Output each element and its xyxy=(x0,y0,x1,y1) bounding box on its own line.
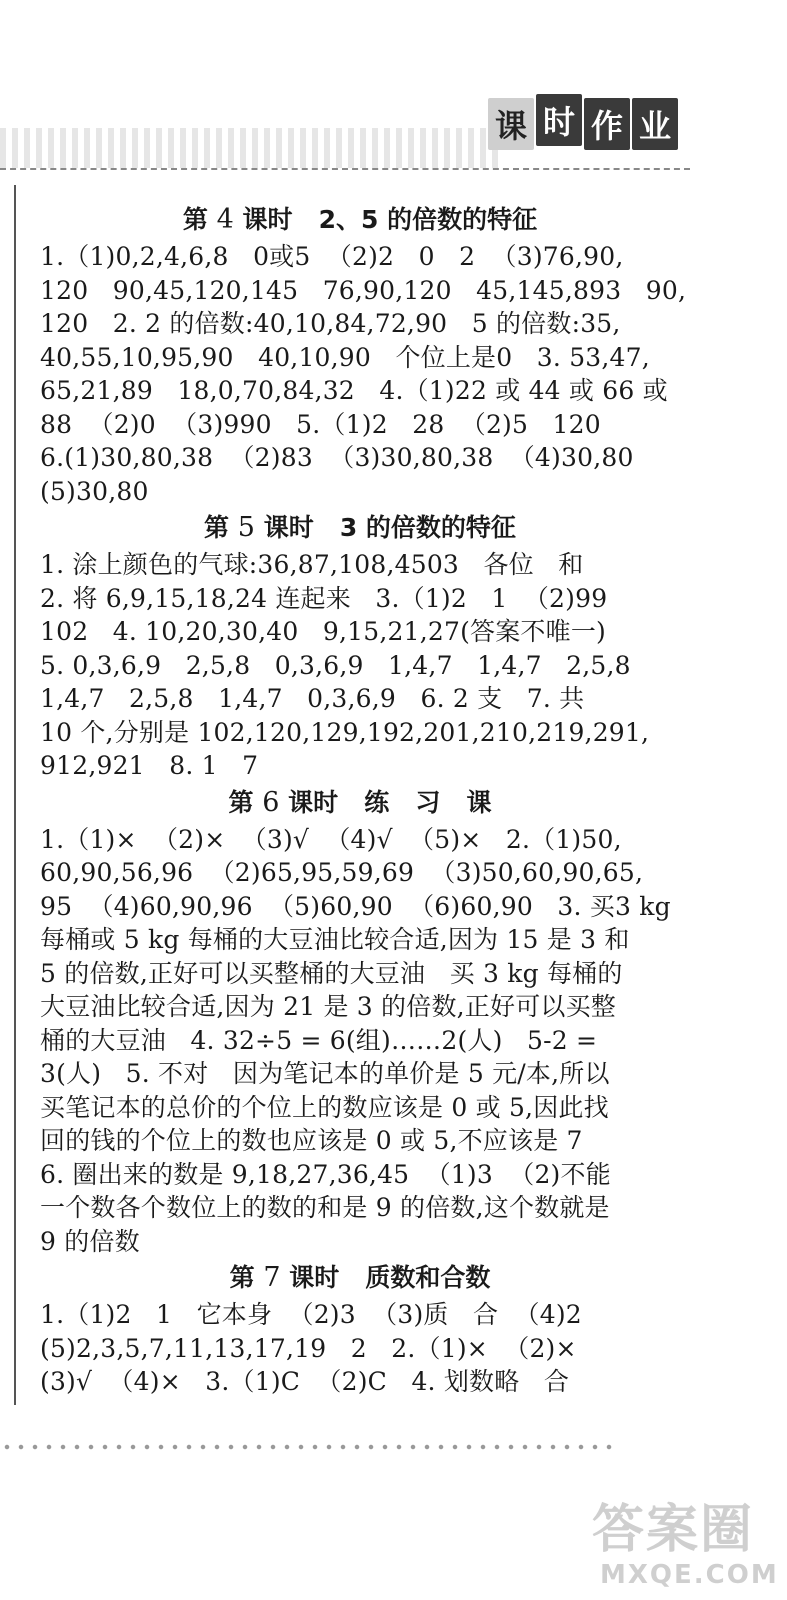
answer-content xyxy=(40,200,687,1399)
title-number: 6 xyxy=(262,786,280,818)
answer-line: 1.（1)× （2)× （3)√ （4)√ （5)× 2.（1)50, xyxy=(40,824,622,854)
watermark-text: 答案圈 xyxy=(592,1500,755,1560)
answer-line: 10 个,分别是 102,120,129,192,201,210,219,291, xyxy=(40,717,650,747)
watermark-url: MXQE.COM xyxy=(600,1560,779,1590)
section-lesson-4 xyxy=(40,200,687,508)
answer-line: (5)30,80 xyxy=(40,476,149,506)
title-lesson: 课时 xyxy=(263,513,314,542)
answer-line: 9 的倍数 xyxy=(40,1226,140,1256)
section-lesson-6 xyxy=(40,783,680,1259)
answer-line: 88 （2)0 （3)990 5.（1)2 28 （2)5 120 xyxy=(40,409,601,439)
section-title xyxy=(40,1258,680,1298)
title-number: 5 xyxy=(237,512,255,543)
header-stripe xyxy=(0,128,500,168)
answer-line: 60,90,56,96 （2)65,95,59,69 （3)50,60,90,65, xyxy=(40,858,644,887)
answer-line: 2. 将 6,9,15,18,24 连起来 3.（1)2 1 （2)99 xyxy=(40,583,608,613)
title-number: 4 xyxy=(216,204,234,235)
title-lesson: 课时 xyxy=(288,787,339,817)
title-topic: 3 的倍数的特征 xyxy=(339,513,516,542)
answer-line: 1,4,7 2,5,8 1,4,7 0,3,6,9 6. 2 支 7. 共 xyxy=(40,684,585,713)
title-lesson: 课时 xyxy=(242,205,293,234)
answer-line: 买笔记本的总价的个位上的数应该是 0 或 5,因此找 xyxy=(40,1092,609,1122)
left-margin-rule xyxy=(14,185,16,1405)
answer-line: 40,55,10,95,90 40,10,90 个位上是0 3. 53,47, xyxy=(40,342,650,372)
header-badge xyxy=(488,98,688,160)
section-title xyxy=(40,508,680,548)
answer-line: 65,21,89 18,0,70,84,32 4.（1)22 或 44 或 66 或 xyxy=(40,376,668,405)
title-prefix: 第 xyxy=(229,1263,255,1292)
section-lesson-5 xyxy=(40,508,680,783)
section-lesson-7 xyxy=(40,1258,680,1399)
answer-line: 桶的大豆油 4. 32÷5 = 6(组)……2(人) 5-2 = xyxy=(40,1025,598,1055)
title-topic: 2、5 的倍数的特征 xyxy=(318,205,538,234)
answer-line: (3)√ （4)× 3.（1)C （2)C 4. 划数略 合 xyxy=(40,1367,570,1396)
answer-line: 3(人) 5. 不对 因为笔记本的单价是 5 元/本,所以 xyxy=(40,1059,610,1088)
footer-dot-border xyxy=(0,1440,620,1454)
section-title xyxy=(40,200,680,240)
answer-line: 大豆油比较合适,因为 21 是 3 的倍数,正好可以买整 xyxy=(40,992,616,1021)
answer-line: 120 2. 2 的倍数:40,10,84,72,90 5 的倍数:35, xyxy=(40,309,621,338)
answer-line: (5)2,3,5,7,11,13,17,19 2 2.（1)× （2)× xyxy=(40,1333,577,1363)
badge-char-1: 课 xyxy=(488,98,534,150)
watermark-logo xyxy=(592,1500,782,1595)
answer-line: 6.(1)30,80,38 （2)83 （3)30,80,38 （4)30,80 xyxy=(40,443,634,472)
answer-line: 102 4. 10,20,30,40 9,15,21,27(答案不唯一) xyxy=(40,617,606,646)
title-number: 7 xyxy=(263,1262,281,1293)
badge-char-2: 时 xyxy=(536,94,582,146)
answer-line: 回的钱的个位上的数也应该是 0 或 5,不应该是 7 xyxy=(40,1126,583,1155)
answer-line: 每桶或 5 kg 每桶的大豆油比较合适,因为 15 是 3 和 xyxy=(40,925,630,954)
answer-line: 6. 圈出来的数是 9,18,27,36,45 （1)3 （2)不能 xyxy=(40,1159,611,1189)
header-divider xyxy=(0,168,690,170)
answer-line: 120 90,45,120,145 76,90,120 45,145,893 90, xyxy=(40,275,687,305)
title-prefix: 第 xyxy=(182,205,208,234)
answer-line: 1.（1)2 1 它本身 （2)3 （3)质 合 （4)2 xyxy=(40,1300,582,1329)
title-topic: 练 习 课 xyxy=(364,787,492,817)
answer-line: 5. 0,3,6,9 2,5,8 0,3,6,9 1,4,7 1,4,7 2,5,8 xyxy=(40,650,631,680)
answer-line: 一个数各个数位上的数的和是 9 的倍数,这个数就是 xyxy=(40,1193,610,1222)
title-prefix: 第 xyxy=(204,513,230,542)
badge-char-3: 作 xyxy=(584,98,630,150)
section-title xyxy=(40,783,680,823)
badge-char-4: 业 xyxy=(632,98,678,150)
answer-line: 1. 涂上颜色的气球:36,87,108,4503 各位 和 xyxy=(40,550,584,579)
title-prefix: 第 xyxy=(228,787,254,817)
title-lesson: 课时 xyxy=(289,1263,340,1292)
answer-line: 1.（1)0,2,4,6,8 0或5 （2)2 0 2 （3)76,90, xyxy=(40,242,624,271)
answer-line: 912,921 8. 1 7 xyxy=(40,751,259,780)
title-topic: 质数和合数 xyxy=(365,1263,491,1292)
answer-line: 5 的倍数,正好可以买整桶的大豆油 买 3 kg 每桶的 xyxy=(40,958,623,988)
answer-line: 95 （4)60,90,96 （5)60,90 （6)60,90 3. 买3 kg xyxy=(40,891,671,921)
